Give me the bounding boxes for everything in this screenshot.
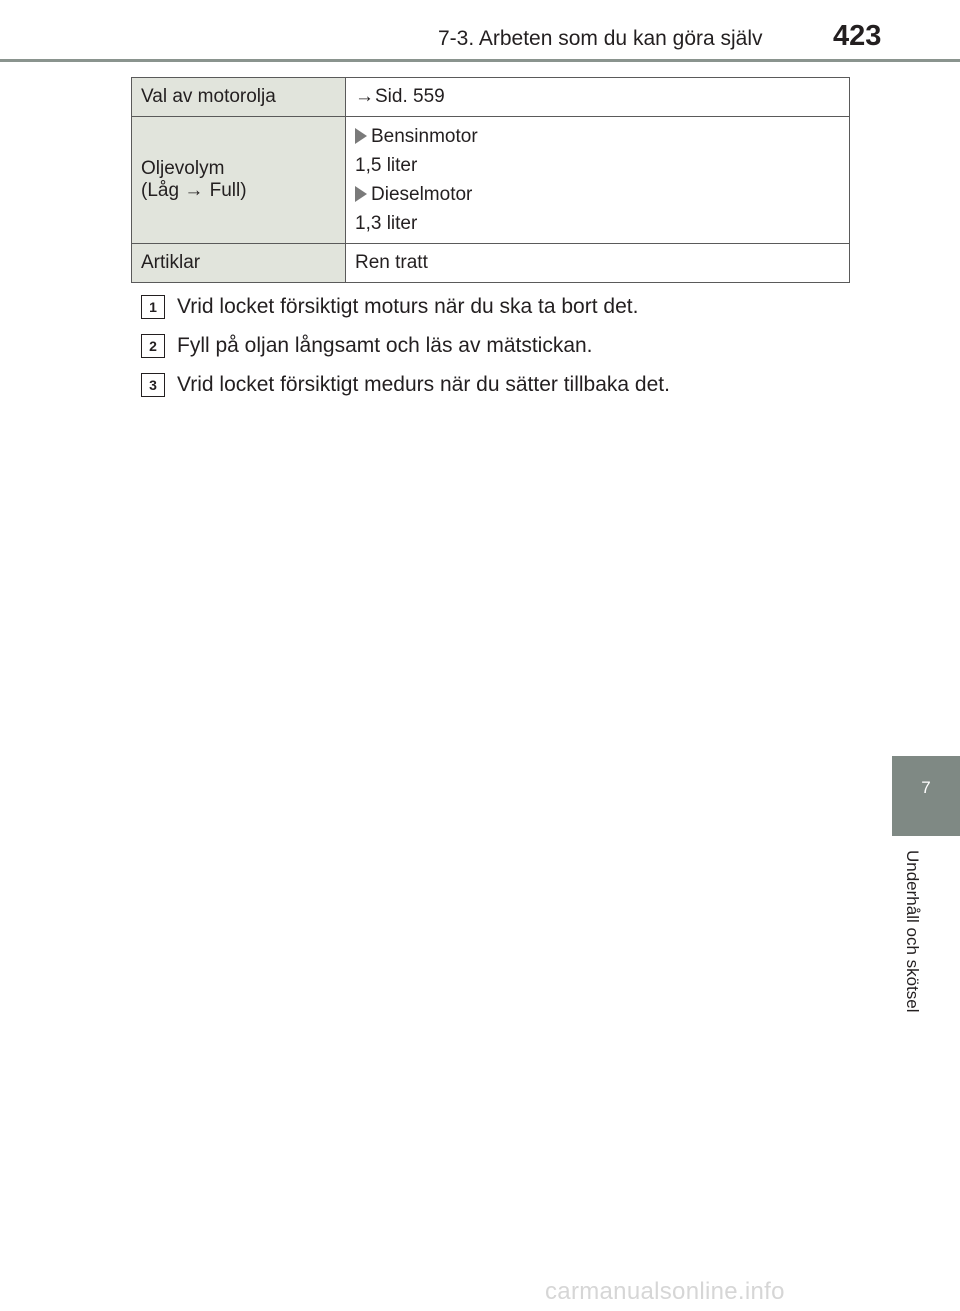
step-number-badge: 2: [141, 334, 165, 358]
range-low-label: (Låg: [141, 180, 185, 201]
engine-petrol: [355, 122, 840, 151]
engine-petrol-volume: 1,5 liter: [355, 155, 418, 176]
range-full-label: Full): [204, 180, 247, 201]
engine-diesel-volume: 1,3 liter: [355, 213, 418, 234]
engine-petrol-label: Bensinmotor: [371, 126, 478, 147]
arrow-right-icon: →: [355, 86, 374, 107]
section-title: 7-3. Arbeten som du kan göra själv: [438, 27, 763, 50]
table-row: [132, 78, 850, 117]
header-rule: [0, 59, 960, 62]
chapter-label: Underhåll och skötsel: [903, 850, 922, 1013]
step-text: Vrid locket försiktigt medurs när du sätter tillbaka det.: [177, 373, 670, 396]
table-row: [132, 117, 850, 244]
row-key-oil-volume: [132, 117, 346, 244]
page-reference: Sid. 559: [375, 86, 445, 107]
step-text: Vrid locket försiktigt moturs när du ska ta bort det.: [177, 295, 639, 318]
step-item: [141, 370, 861, 409]
step-number-badge: 1: [141, 295, 165, 319]
watermark: carmanualsonline.info: [545, 1278, 785, 1305]
oil-spec-table: [131, 77, 850, 283]
oil-volume-label: Oljevolym: [141, 158, 225, 179]
table-row: [132, 244, 850, 283]
step-item: [141, 331, 861, 370]
page-header: [0, 0, 960, 62]
engine-diesel-label: Dieselmotor: [371, 184, 473, 205]
row-key-items: Artiklar: [132, 244, 346, 283]
arrow-right-icon: →: [184, 180, 204, 201]
triangle-right-icon: [355, 128, 367, 144]
row-value-oil-volume: [346, 117, 850, 244]
row-value-items: Ren tratt: [346, 244, 850, 283]
engine-diesel: [355, 180, 840, 209]
chapter-number: 7: [921, 778, 931, 797]
step-number-badge: 3: [141, 373, 165, 397]
oil-volume-range: [141, 180, 336, 202]
page-number: 423: [833, 20, 882, 52]
step-item: [141, 292, 861, 331]
step-text: Fyll på oljan långsamt och läs av mätstickan.: [177, 334, 593, 357]
procedure-steps: [141, 292, 861, 409]
row-value-oil-choice: [346, 78, 850, 117]
triangle-right-icon: [355, 186, 367, 202]
row-key-oil-choice: Val av motorolja: [132, 78, 346, 117]
chapter-tab: [892, 756, 960, 836]
